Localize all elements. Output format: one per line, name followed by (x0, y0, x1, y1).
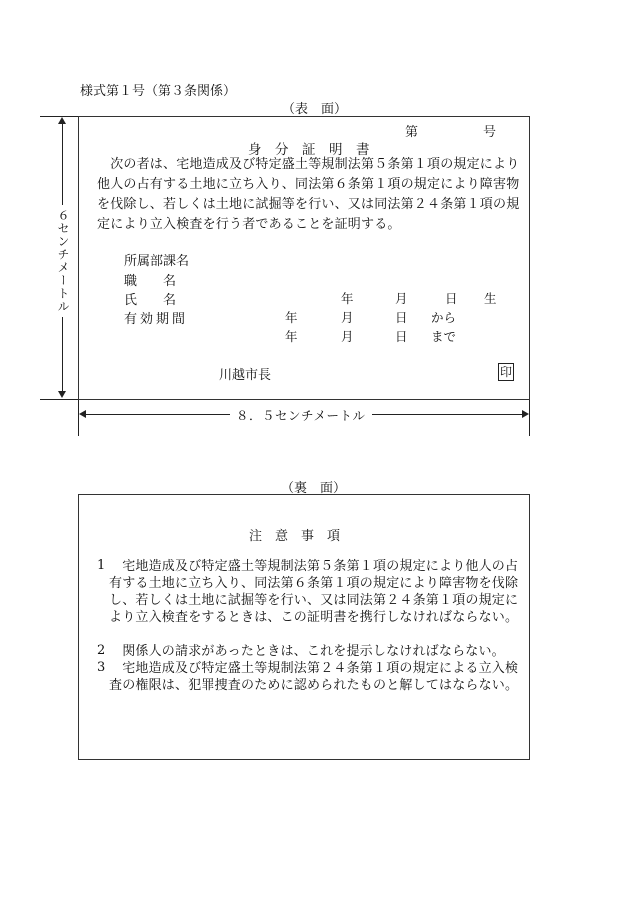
front-card (78, 116, 530, 400)
arrow-up-icon (58, 117, 66, 124)
birth-day: 日 (445, 291, 458, 306)
period-to-day: 日 (395, 329, 408, 344)
note-3-text: 宅地造成及び特定盛土等規制法第２４条第１項の規定による立入検査の権限は、犯罪捜査のために認められたものと解してはならない。 (109, 661, 519, 693)
seal-mark: 印 (499, 365, 512, 379)
certificate-number-prefix: 第 (405, 125, 419, 140)
note-1-number: 1 (97, 558, 106, 573)
field-post-label: 職 名 (124, 274, 177, 289)
period-from-month: 月 (341, 310, 354, 325)
period-to-year: 年 (285, 329, 298, 344)
width-right-tick (529, 400, 530, 436)
arrow-left-icon (79, 410, 86, 418)
period-from-suffix: から (431, 310, 457, 325)
back-card (78, 494, 530, 760)
width-left-tick (78, 400, 79, 436)
note-1-text: 宅地造成及び特定盛土等規制法第５条第１項の規定により他人の占有する土地に立ち入り、同法第６条第１項の規定により障害物を伐除し、若しくは土地に試掘等を行い、又は同法第２４条第１項の規定により立入検査をするときは、この証明書を携行しなければならない。 (109, 559, 519, 625)
period-to-suffix: まで (431, 329, 457, 344)
field-period-label: 有効期間 (124, 312, 189, 327)
certificate-body: 次の者は、宅地造成及び特定盛土等規制法第５条第１項の規定により他人の占有する土地に立ち入り、同法第６条第１項の規定により障害物を伐除し、若しくは土地に試掘等を行い、又は同法第２４条第１項の規定により立入検査を行う者であることを証明する。 (97, 157, 520, 232)
note-3-number: 3 (97, 660, 106, 675)
note-2-text: 関係人の請求があったときは、これを提示しなければならない。 (109, 644, 505, 659)
note-2-number: 2 (97, 643, 106, 658)
width-label: ８．５センチメートル (230, 406, 372, 424)
issuer: 川越市長 (219, 368, 272, 383)
height-label: ６センチメートル (55, 205, 72, 317)
arrow-right-icon (522, 410, 529, 418)
field-name-label: 氏 名 (124, 293, 177, 308)
form-label: 様式第１号（第３条関係） (80, 84, 237, 99)
birth-month: 月 (395, 291, 408, 306)
front-side-label: （表 面） (282, 102, 348, 117)
field-dept-label: 所属部課名 (124, 254, 190, 269)
certificate-number-suffix: 号 (483, 125, 497, 140)
certificate-title: 身 分 証 明 書 (248, 142, 370, 158)
birth-year: 年 (341, 291, 354, 306)
period-from-year: 年 (285, 310, 298, 325)
arrow-down-icon (58, 391, 66, 398)
period-to-month: 月 (341, 329, 354, 344)
birth-suffix: 生 (484, 291, 497, 306)
period-from-day: 日 (395, 310, 408, 325)
back-side-label: （裏 面） (281, 481, 347, 496)
notes-title: 注 意 事 項 (249, 529, 341, 544)
height-bottom-tick (40, 399, 78, 400)
